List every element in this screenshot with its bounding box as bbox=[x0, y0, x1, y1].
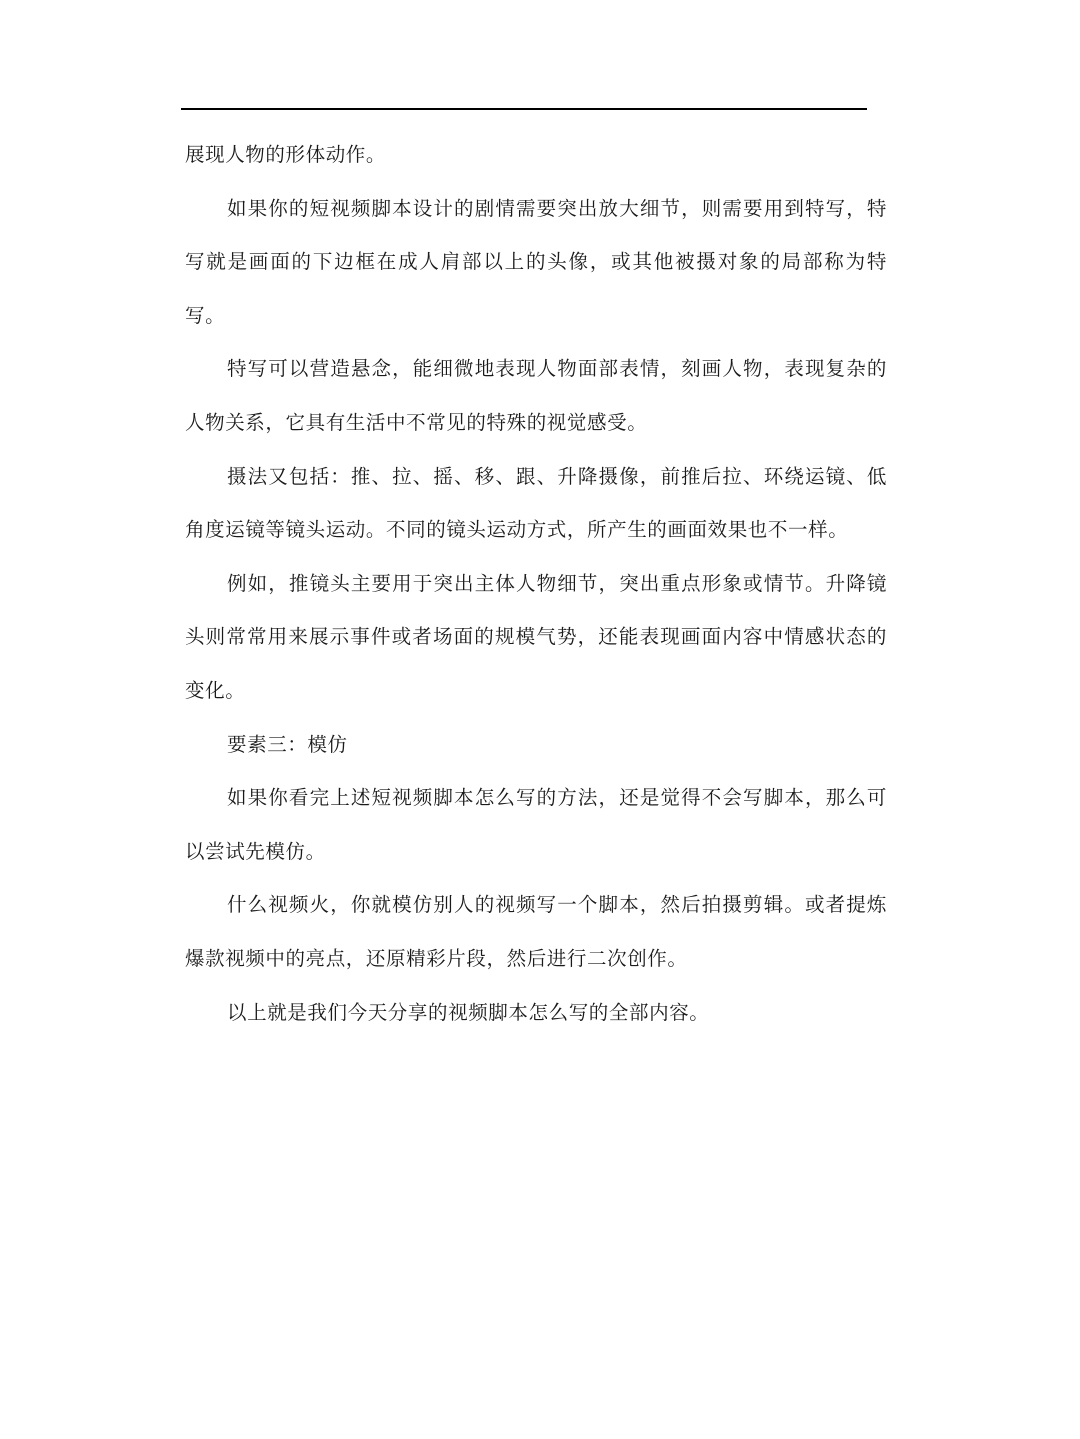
paragraph: 以上就是我们今天分享的视频脚本怎么写的全部内容。 bbox=[227, 1000, 710, 1024]
section-heading: 要素三：模仿 bbox=[227, 732, 348, 756]
paragraph: 如果你的短视频脚本设计的剧情需要突出放大细节，则需要用到特写，特写就是画面的下边框在成人肩部以上的头像，或其他被摄对象的局部称为特写。 bbox=[185, 196, 887, 327]
header-rule bbox=[181, 108, 867, 110]
paragraph: 特写可以营造悬念，能细微地表现人物面部表情，刻画人物，表现复杂的人物关系，它具有生活中不常见的特殊的视觉感受。 bbox=[185, 357, 887, 434]
paragraph: 摄法又包括：推、拉、摇、移、跟、升降摄像，前推后拉、环绕运镜、低角度运镜等镜头运动。不同的镜头运动方式，所产生的画面效果也不一样。 bbox=[185, 464, 887, 542]
paragraph: 什么视频火，你就模仿别人的视频写一个脚本，然后拍摄剪辑。或者提炼爆款视频中的亮点，还原精彩片段，然后进行二次创作。 bbox=[185, 893, 887, 970]
paragraph: 例如，推镜头主要用于突出主体人物细节，突出重点形象或情节。升降镜头则常常用来展示事件或者场面的规模气势，还能表现画面内容中情感状态的变化。 bbox=[185, 571, 887, 702]
paragraph: 如果你看完上述短视频脚本怎么写的方法，还是觉得不会写脚本，那么可以尝试先模仿。 bbox=[185, 786, 887, 863]
paragraph: 展现人物的形体动作。 bbox=[185, 143, 387, 166]
document-body bbox=[185, 128, 887, 1039]
